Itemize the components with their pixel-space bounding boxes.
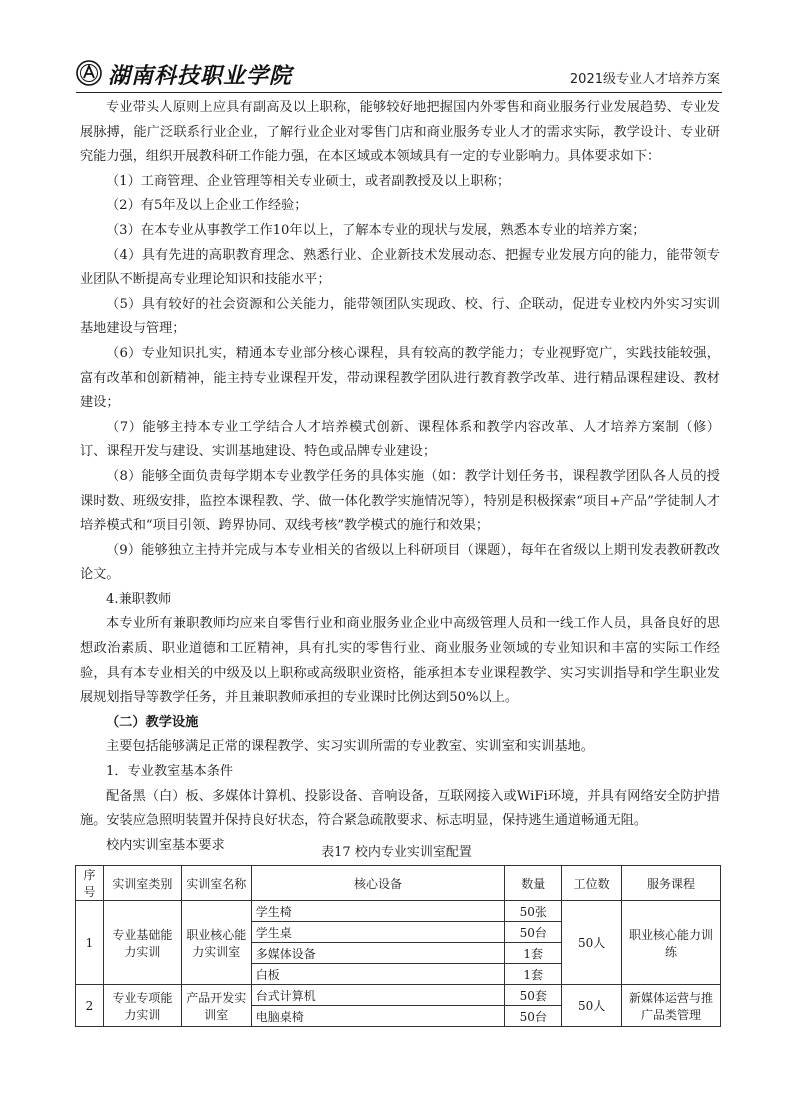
header-stations: 工位数: [562, 866, 622, 901]
row-no: 1: [76, 901, 104, 985]
requirement-item-4: （4）具有先进的高职教育理念、熟悉行业、企业新技术发展动态、把握专业发展方向的能力，能带领专业团队不断提高专业理论知识和技能水平；: [80, 247, 720, 288]
part-time-teacher-paragraph: 本专业所有兼职教师均应来自零售行业和商业服务业企业中高级管理人员和一线工作人员，具备良好的思想政治素质、职业道德和工匠精神，具有扎实的零售行业、商业服务业领域的专业知识和丰富的实际工作经验，具有本专业相关的中级及以上职称或高级职业资格，能承担本专业课程教学、实习实训指导和学生职业发展规划指导等教学任务，并且兼职教师承担的专业课时比例达到50%以上。: [80, 616, 720, 706]
equipment-item: 多媒体设备: [251, 943, 505, 964]
row-lab-name: 职业核心能力实训室: [181, 901, 251, 985]
row-category: 专业专项能力实训: [103, 985, 181, 1027]
requirement-item-2: （2）有5年及以上企业工作经验；: [106, 198, 308, 214]
page-body: [80, 96, 720, 858]
document-title: 2021级专业人才培养方案: [569, 72, 720, 87]
teaching-facilities-heading: （二）教学设施: [106, 714, 199, 730]
equipment-qty: 50台: [505, 922, 562, 943]
header-no: 序号: [76, 866, 104, 901]
equipment-item: 学生椅: [251, 901, 505, 922]
equipment-qty: 1套: [505, 964, 562, 985]
equipment-qty: 50套: [505, 985, 562, 1006]
table-row: [76, 985, 721, 1006]
row-courses: 新媒体运营与推广品类管理: [622, 985, 721, 1027]
requirement-item-8: （8）能够全面负责每学期本专业教学任务的具体实施（如：教学计划任务书，课程教学团队各人员的授课时数、班级安排，监控本课程教、学、做一体化教学实施情况等），特别是积极探索“项目+产品”学徒制人才培养模式和“项目引领、跨界协同、双线考核”教学模式的施行和效果；: [80, 468, 720, 534]
classroom-paragraph: 配备黑（白）板、多媒体计算机、投影设备、音响设备，互联网接入或WiFi环境，并具有网络安全防护措施。安装应急照明装置并保持良好状态，符合紧急疏散要求、标志明显，保持逃生通道畅通无阻。: [80, 788, 720, 829]
teaching-facilities-paragraph: 主要包括能够满足正常的课程教学、实习实训所需的专业教室、实训室和实训基地。: [106, 739, 594, 755]
row-lab-name: 产品开发实训室: [181, 985, 251, 1027]
requirement-item-6: （6）专业知识扎实，精通本专业部分核心课程，具有较高的教学能力；专业视野宽广，实践技能较强，富有改革和创新精神，能主持专业课程开发，带动课程教学团队进行教育教学改革、进行精品课程建设、教材建设；: [80, 345, 720, 411]
equipment-item: 台式计算机: [251, 985, 505, 1006]
requirement-item-5: （5）具有较好的社会资源和公关能力，能带领团队实现政、校、行、企联动，促进专业校内外实习实训基地建设与管理；: [80, 296, 720, 337]
equipment-qty: 50台: [505, 1006, 562, 1027]
equipment-item: 电脑桌椅: [251, 1006, 505, 1027]
row-no: 2: [76, 985, 104, 1027]
header-courses: 服务课程: [622, 866, 721, 901]
college-name-logo: 湖南科技职业学院: [108, 63, 293, 89]
equipment-item: 白板: [251, 964, 505, 985]
classroom-heading: 1．专业教室基本条件: [106, 764, 234, 780]
table-header-row: [76, 866, 721, 901]
row-stations: 50人: [562, 985, 622, 1027]
lab-requirements-label: 校内实训室基本要求: [106, 837, 225, 853]
requirement-item-1: （1）工商管理、企业管理等相关专业硕士，或者副教授及以上职称；: [106, 173, 511, 189]
requirement-item-3: （3）在本专业从事教学工作10年以上，了解本专业的现状与发展，熟悉本专业的培养方案；: [106, 222, 646, 238]
header-lab-name: 实训室名称: [181, 866, 251, 901]
row-courses: 职业核心能力训练: [622, 901, 721, 985]
header-quantity: 数量: [505, 866, 562, 901]
header-equipment: 核心设备: [251, 866, 505, 901]
row-category: 专业基础能力实训: [103, 901, 181, 985]
part-time-teacher-heading: 4.兼职教师: [106, 591, 172, 607]
table-caption: 表17 校内专业实训室配置: [321, 845, 472, 860]
page-header: [76, 58, 722, 93]
equipment-item: 学生桌: [251, 922, 505, 943]
equipment-qty: 50张: [505, 901, 562, 922]
equipment-qty: 1套: [505, 943, 562, 964]
header-category: 实训室类别: [103, 866, 181, 901]
college-logo-icon: [76, 60, 102, 86]
table-row: [76, 901, 721, 922]
row-stations: 50人: [562, 901, 622, 985]
lead-teacher-paragraph: 专业带头人原则上应具有副高及以上职称，能够较好地把握国内外零售和商业服务行业发展趋势、专业发展脉搏，能广泛联系行业企业，了解行业企业对零售门店和商业服务专业人才的需求实际，教学设计、专业研究能力强，组织开展教科研工作能力强，在本区域或本领域具有一定的专业影响力。具体要求如下：: [80, 100, 720, 165]
requirement-item-9: （9）能够独立主持并完成与本专业相关的省级以上科研项目（课题），每年在省级以上期刊发表教研教改论文。: [80, 542, 720, 583]
lab-config-table: [75, 865, 721, 1027]
requirement-item-7: （7）能够主持本专业工学结合人才培养模式创新、课程体系和教学内容改革、人才培养方案制（修）订、课程开发与建设、实训基地建设、特色或品牌专业建设；: [80, 419, 720, 460]
